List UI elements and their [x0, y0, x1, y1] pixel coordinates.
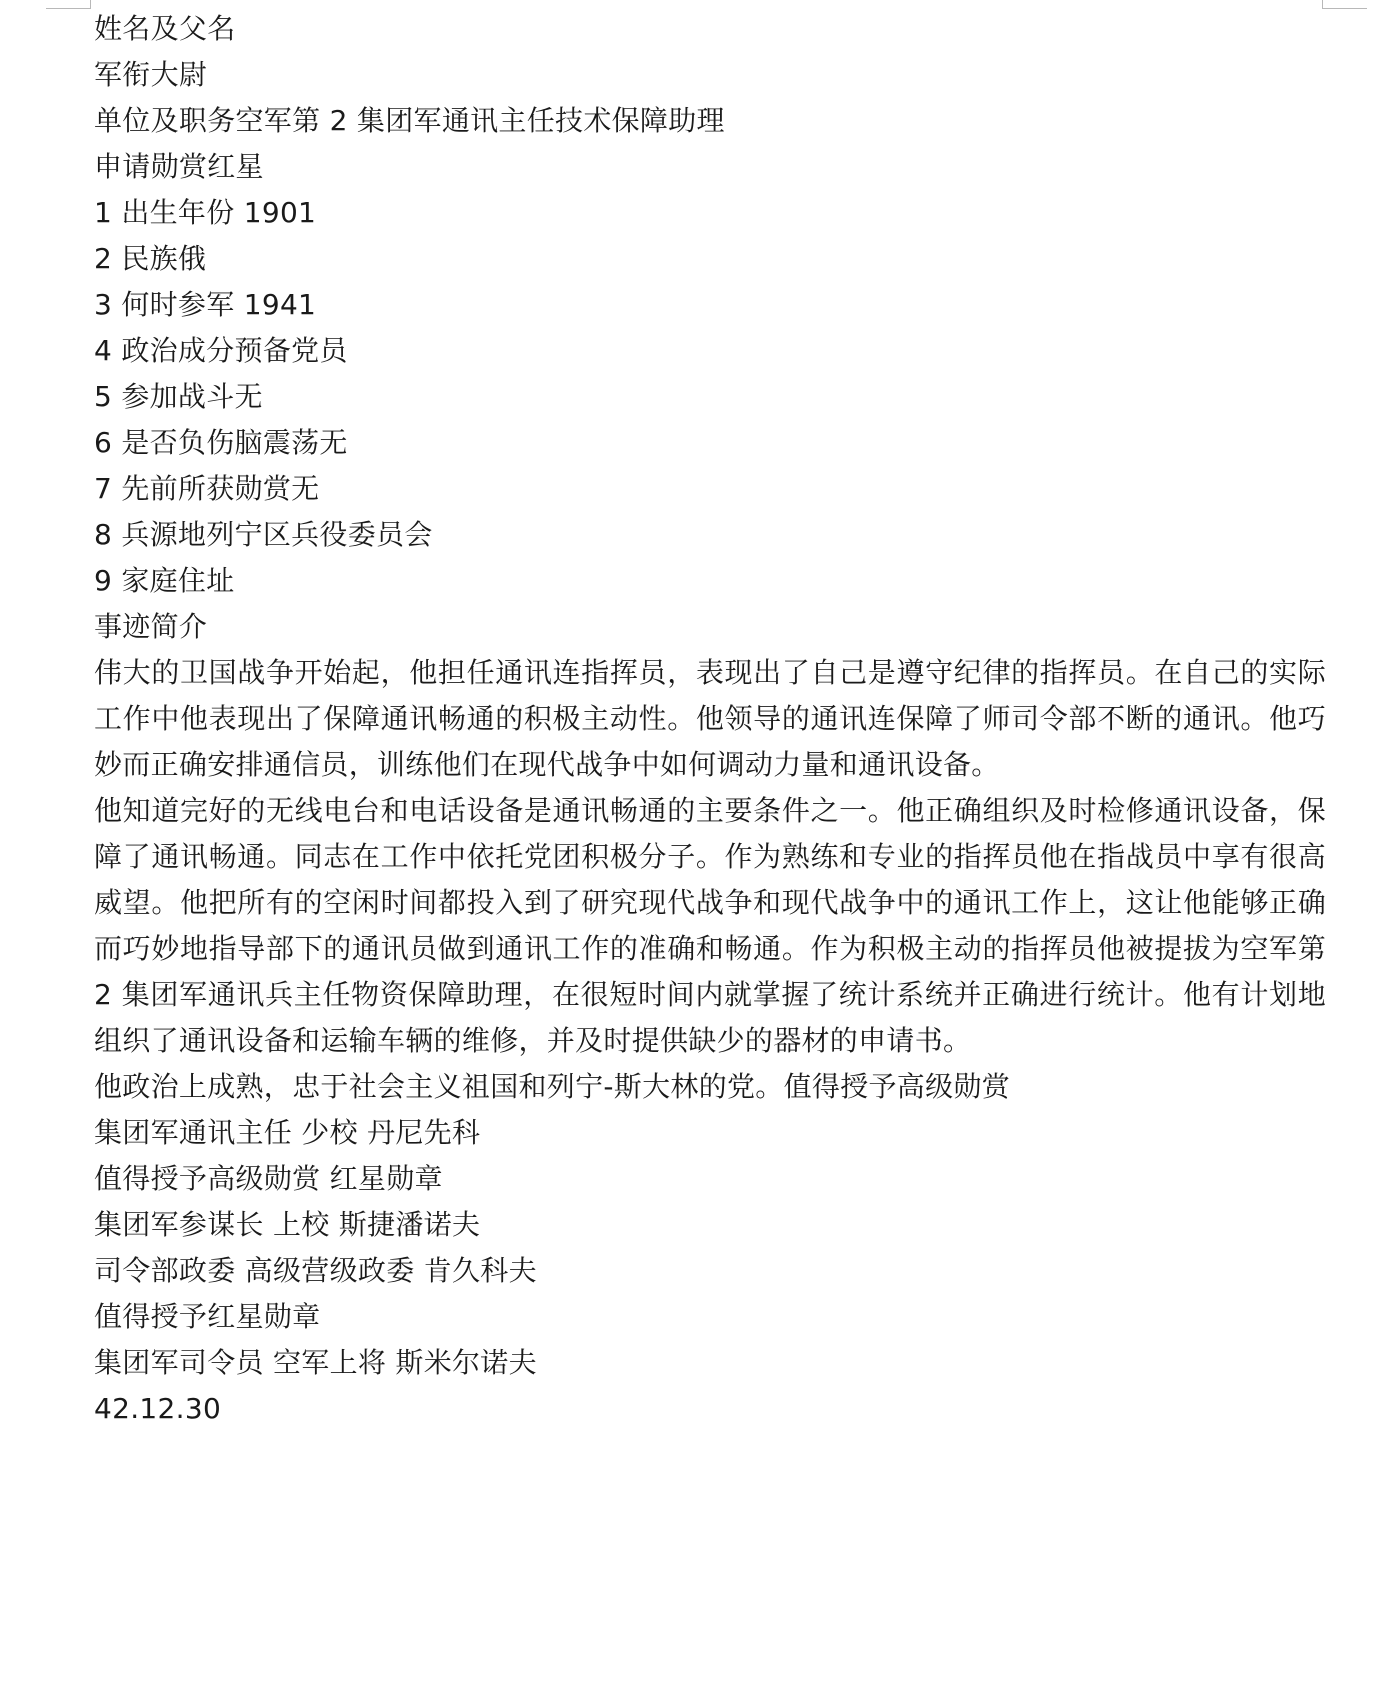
- signature-chief-of-staff: 集团军参谋长 上校 斯捷潘诺夫: [94, 1208, 481, 1241]
- field-previous-awards: 7 先前所获勋赏无: [94, 472, 320, 505]
- field-award-requested: 申请勋赏红星: [94, 150, 264, 183]
- field-enlistment-year: 3 何时参军 1941: [94, 288, 317, 321]
- field-nationality: 2 民族俄: [94, 242, 207, 275]
- section-heading-deeds: 事迹简介: [94, 610, 208, 643]
- deeds-paragraph-1: 伟大的卫国战争开始起，他担任通讯连指挥员，表现出了自己是遵守纪律的指挥员。在自己的实际工作中他表现出了保障通讯畅通的积极主动性。他领导的通讯连保障了师司令部不断的通讯。他巧妙而正确安排通信员，训练他们在现代战争中如何调动力量和通讯设备。: [94, 656, 1326, 781]
- field-rank: 军衔大尉: [94, 58, 208, 91]
- signature-signals-chief: 集团军通讯主任 少校 丹尼先科: [94, 1116, 481, 1149]
- field-unit-position: 单位及职务空军第 2 集团军通讯主任技术保障助理: [94, 104, 725, 137]
- field-draft-office: 8 兵源地列宁区兵役委员会: [94, 518, 433, 551]
- field-wounds: 6 是否负伤脑震荡无: [94, 426, 348, 459]
- field-home-address: 9 家庭住址: [94, 564, 235, 597]
- endorsement-1: 值得授予高级勋赏 红星勋章: [94, 1162, 443, 1195]
- political-assessment: 他政治上成熟，忠于社会主义祖国和列宁-斯大林的党。值得授予高级勋赏: [94, 1070, 1011, 1103]
- field-name: 姓名及父名: [94, 12, 236, 45]
- signature-commissar: 司令部政委 高级营级政委 肯久科夫: [94, 1254, 537, 1287]
- deeds-paragraph-2: 他知道完好的无线电台和电话设备是通讯畅通的主要条件之一。他正确组织及时检修通讯设备，保障了通讯畅通。同志在工作中依托党团积极分子。作为熟练和专业的指挥员他在指战员中享有很高威望。他把所有的空闲时间都投入到了研究现代战争和现代战争中的通讯工作上，这让他能够正确而巧妙地指导部下的通讯员做到通讯工作的准确和畅通。作为积极主动的指挥员他被提拔为空军第 2 集团军通讯兵主任物资保障助理，在很短时间内就掌握了统计系统并正确进行统计。他有计划地组织了通讯设备和运输车辆的维修，并及时提供缺少的器材的申请书。: [94, 794, 1326, 1057]
- field-party-status: 4 政治成分预备党员: [94, 334, 348, 367]
- field-battles: 5 参加战斗无: [94, 380, 263, 413]
- page-corner-mark-right: [1322, 0, 1367, 9]
- endorsement-2: 值得授予红星勋章: [94, 1300, 321, 1333]
- page-corner-mark-left: [46, 0, 91, 9]
- document-date: 42.12.30: [94, 1392, 222, 1425]
- field-birth-year: 1 出生年份 1901: [94, 196, 317, 229]
- document-body: [94, 6, 1326, 1432]
- signature-army-commander: 集团军司令员 空军上将 斯米尔诺夫: [94, 1346, 537, 1379]
